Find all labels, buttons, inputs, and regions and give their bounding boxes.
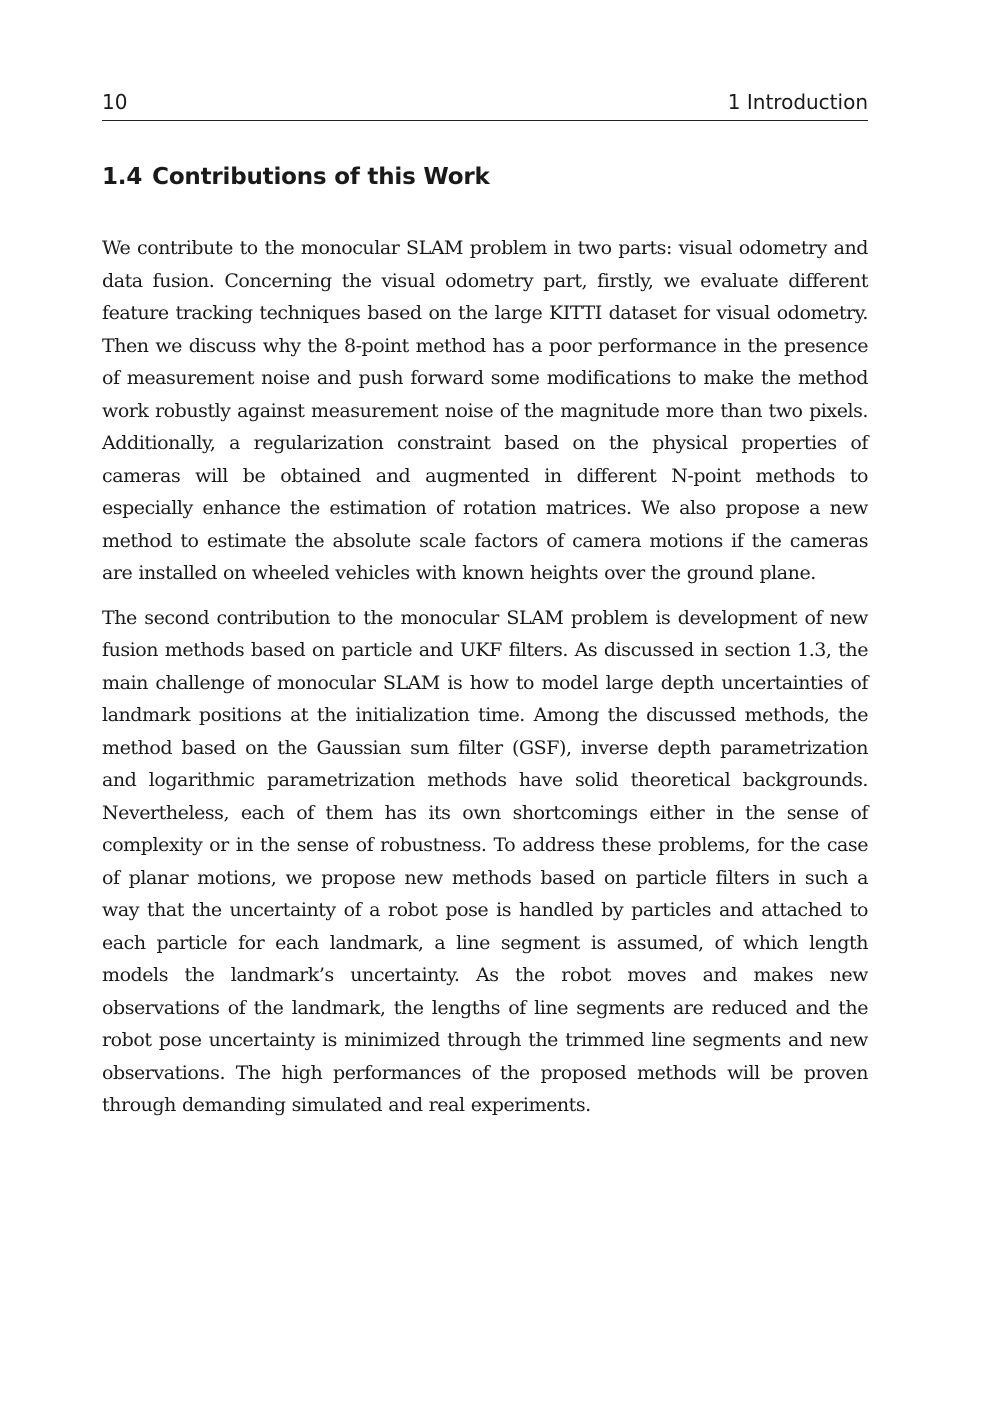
section-number: 1.4 xyxy=(102,164,143,190)
page-header xyxy=(102,86,868,121)
section-body xyxy=(102,232,868,1134)
section-heading xyxy=(102,164,490,190)
running-head: 1 Introduction xyxy=(727,90,868,114)
page-number: 10 xyxy=(102,90,128,114)
section-title: Contributions of this Work xyxy=(152,164,490,190)
paragraph: The second contribution to the monocular SLAM problem is development of new fusion methods based on particle and UKF filters. As discussed in section 1.3, the main challenge of monocular SLAM is how to model large depth uncertainties of landmark positions at the initialization time. Among the discussed methods, the method based on the Gaussian sum filter (GSF), inverse depth parametrization and logarithmic parametrization methods have solid theoretical backgrounds. Nevertheless, each of them has its own shortcomings either in the sense of complexity or in the sense of robustness. To address these problems, for the case of planar motions, we propose new methods based on particle filters in such a way that the uncertainty of a robot pose is handled by particles and attached to each particle for each landmark, a line segment is assumed, of which length models the landmark’s uncertainty. As the robot moves and makes new observations of the landmark, the lengths of line segments are reduced and the robot pose uncertainty is minimized through the trimmed line segments and new observations. The high performances of the proposed methods will be proven through demanding simulated and real experiments. xyxy=(102,606,868,1116)
paragraph: We contribute to the monocular SLAM problem in two parts: visual odometry and data fusion. Concerning the visual odometry part, firstly, we evaluate different feature tracking techniques based on the large KITTI dataset for visual odometry. Then we discuss why the 8-point method has a poor performance in the presence of measurement noise and push forward some modifications to make the method work robustly against measurement noise of the magnitude more than two pixels. Additionally, a regularization constraint based on the physical properties of cameras will be obtained and augmented in different N-point methods to especially enhance the estimation of rotation matrices. We also propose a new method to estimate the absolute scale factors of camera motions if the cameras are installed on wheeled vehicles with known heights over the ground plane. xyxy=(102,237,868,584)
